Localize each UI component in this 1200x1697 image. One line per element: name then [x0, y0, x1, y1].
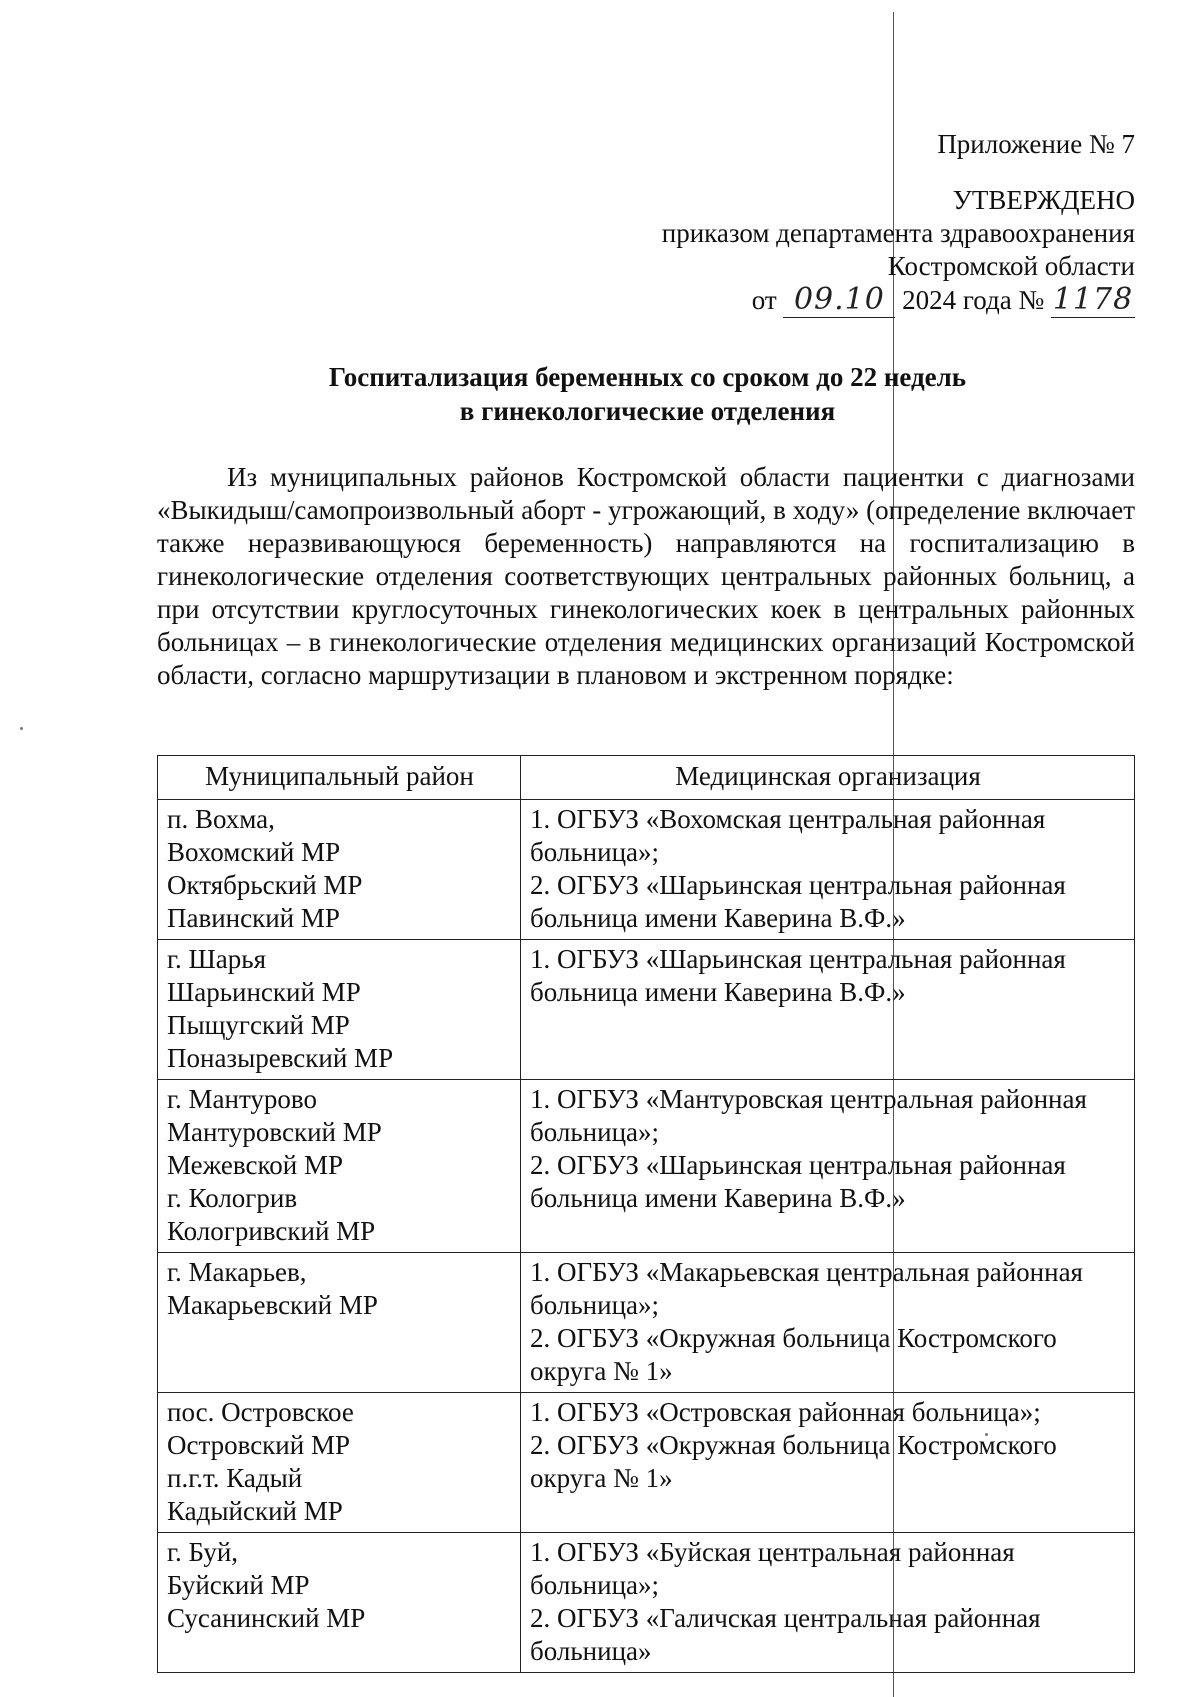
- district-line: Островский МР: [167, 1430, 350, 1460]
- district-line: Межевской МР: [167, 1150, 343, 1180]
- approval-header: [662, 128, 1135, 318]
- district-line: Кадыйский МР: [167, 1496, 343, 1526]
- district-line: г. Макарьев,: [167, 1257, 307, 1287]
- district-line: Вохомский МР: [167, 837, 341, 867]
- district-cell: [158, 1253, 521, 1393]
- table-header-row: [158, 756, 1135, 800]
- scan-speck: [20, 727, 23, 730]
- organization-item: 2. ОГБУЗ «Окружная больница Костромского округа № 1»: [530, 1323, 1057, 1386]
- organization-cell: [521, 1533, 1135, 1673]
- organization-cell: [521, 1393, 1135, 1533]
- district-cell: [158, 800, 521, 940]
- district-line: г. Мантурово: [167, 1084, 317, 1114]
- handwritten-number: 1178: [1052, 282, 1134, 317]
- district-line: г. Кологрив: [167, 1183, 298, 1213]
- date-signature-field: [783, 283, 895, 318]
- district-cell: [158, 1080, 521, 1253]
- district-line: Мантуровский МР: [167, 1117, 382, 1147]
- table-row: [158, 1533, 1135, 1673]
- district-line: Октябрьский МР: [167, 870, 363, 900]
- organization-item: 1. ОГБУЗ «Вохомская центральная районная больница»;: [530, 804, 1046, 867]
- organization-item: 2. ОГБУЗ «Окружная больница Костромского округа № 1»: [530, 1430, 1057, 1493]
- routing-table: [157, 755, 1135, 1673]
- district-line: Кологривский МР: [167, 1216, 376, 1246]
- organization-item: 2. ОГБУЗ «Шарьинская центральная районная больница имени Каверина В.Ф.»: [530, 870, 1066, 933]
- district-line: Сусанинский МР: [167, 1603, 366, 1633]
- district-cell: [158, 1393, 521, 1533]
- district-line: г. Шарья: [167, 944, 266, 974]
- table-row: [158, 1393, 1135, 1533]
- order-line-1: приказом департамента здравоохранения: [661, 218, 1135, 248]
- table-row: [158, 1253, 1135, 1393]
- district-line: Поназыревский МР: [167, 1043, 394, 1073]
- table-row: [158, 800, 1135, 940]
- title-line-2: в гинекологические отделения: [459, 396, 836, 426]
- order-date-line: [662, 283, 1135, 318]
- district-line: Павинский МР: [167, 903, 340, 933]
- column-header-organization: Медицинская организация: [521, 756, 1135, 800]
- approved-label: УТВЕРЖДЕНО: [952, 185, 1135, 215]
- table-row: [158, 1080, 1135, 1253]
- district-line: Буйский МР: [167, 1570, 310, 1600]
- table-row: [158, 940, 1135, 1080]
- district-line: Пыщугский МР: [167, 1010, 350, 1040]
- body-paragraph: Из муниципальных районов Костромской области пациентки с диагнозами «Выкидыш/самопроизвольный аборт - угрожающий, в ходу» (определение включает также неразвивающуюся беременность) направляются на госпитализацию в гинекологические отделения соответствующих центральных районных больниц, а при отсутствии круглосуточных гинекологических коек в центральных районных больницах – в гинекологические отделения медицинских организаций Костромской области, согласно маршрутизации в плановом и экстренном порядке:: [157, 462, 1135, 690]
- district-line: п. Вохма,: [167, 804, 275, 834]
- handwritten-date: 09.10: [793, 282, 885, 317]
- organization-item: 1. ОГБУЗ «Буйская центральная районная больница»;: [530, 1537, 1015, 1600]
- organization-item: 2. ОГБУЗ «Галичская центральная районная больница»: [530, 1603, 1041, 1666]
- document-title: [160, 360, 1135, 428]
- organization-cell: [521, 1080, 1135, 1253]
- district-line: Шарьинский МР: [167, 977, 361, 1007]
- number-signature-field: [1051, 283, 1135, 318]
- organization-item: 2. ОГБУЗ «Шарьинская центральная районная больница имени Каверина В.Ф.»: [530, 1150, 1066, 1213]
- date-prefix: от: [751, 285, 777, 315]
- organization-item: 1. ОГБУЗ «Мантуровская центральная районная больница»;: [530, 1084, 1087, 1147]
- annex-number: Приложение № 7: [937, 129, 1135, 159]
- district-cell: [158, 1533, 521, 1673]
- district-line: пос. Островское: [167, 1397, 354, 1427]
- organization-item: 1. ОГБУЗ «Макарьевская центральная районная больница»;: [530, 1257, 1083, 1320]
- district-line: Макарьевский МР: [167, 1290, 378, 1320]
- district-line: п.г.т. Кадый: [167, 1463, 303, 1493]
- column-header-district: Муниципальный район: [158, 756, 521, 800]
- order-line-2: Костромской области: [887, 251, 1135, 281]
- organization-cell: [521, 1253, 1135, 1393]
- organization-item: 1. ОГБУЗ «Островская районная больница»;: [530, 1397, 1041, 1427]
- title-line-1: Госпитализация беременных со сроком до 22 недель: [328, 362, 967, 392]
- district-cell: [158, 940, 521, 1080]
- organization-cell: [521, 800, 1135, 940]
- year-label: 2024 года №: [902, 285, 1045, 315]
- district-line: г. Буй,: [167, 1537, 239, 1567]
- organization-item: 1. ОГБУЗ «Шарьинская центральная районная больница имени Каверина В.Ф.»: [530, 944, 1066, 1007]
- organization-cell: [521, 940, 1135, 1080]
